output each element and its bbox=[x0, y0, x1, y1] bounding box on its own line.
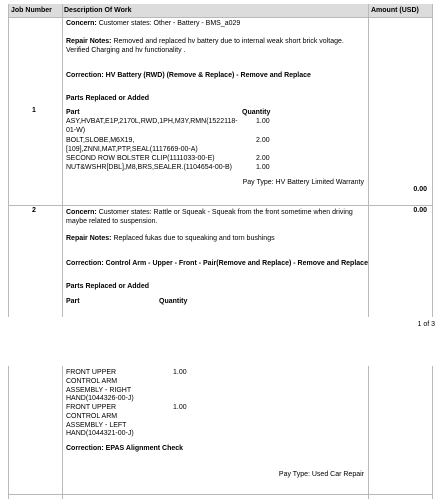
job-number: 2 bbox=[32, 207, 36, 214]
repair-label: Repair Notes: bbox=[66, 38, 112, 45]
part-qty: 1.00 bbox=[173, 369, 187, 376]
column-job-number: Job Number bbox=[11, 7, 52, 14]
invoice-page-2 bbox=[8, 366, 433, 499]
page-number: 1 of 3 bbox=[417, 321, 435, 328]
part-row: ASY,HVBAT,E1P,2170L,RWD,1PH,M3Y,RMN(1522118-01-W) bbox=[66, 118, 238, 134]
part-row: NUT&WSHR[DBL],M8,BRS,SEALER.(1104654-00-B) bbox=[66, 164, 232, 171]
parts-title: Parts Replaced or Added bbox=[66, 95, 149, 102]
column-description: Description Of Work bbox=[64, 7, 132, 14]
part-qty: 1.00 bbox=[256, 164, 270, 171]
part-row: FRONT UPPER CONTROL ARM ASSEMBLY - RIGHT HAND(1044326-00-J) bbox=[66, 369, 134, 403]
repair-text: Replaced fukas due to squeaking and torn bushings bbox=[113, 235, 275, 242]
concern-label: Concern: bbox=[66, 209, 97, 216]
part-qty: 1.00 bbox=[256, 118, 270, 125]
column-amount: Amount (USD) bbox=[371, 7, 419, 14]
repair-text: Removed and replaced hv battery due to internal weak short brick voltage. Verified Charging and hv functionality . bbox=[66, 38, 344, 54]
concern-label: Concern: bbox=[66, 20, 97, 27]
part-column-header: Part bbox=[66, 109, 80, 116]
job-amount: 0.00 bbox=[413, 207, 427, 214]
table-header bbox=[8, 4, 433, 17]
concern-line bbox=[66, 209, 366, 227]
part-qty: 2.00 bbox=[256, 137, 270, 144]
pay-type: Pay Type: Used Car Repair bbox=[278, 471, 364, 478]
repair-notes bbox=[66, 38, 361, 56]
concern-line bbox=[66, 20, 361, 29]
job-number: 1 bbox=[32, 107, 36, 114]
part-row: BOLT,SLOBE,M6X19,[109],ZNNI,MAT,PTP,SEAL(1117669-00-A) bbox=[66, 137, 198, 153]
quantity-column-header: Quantity bbox=[242, 109, 271, 116]
part-row: FRONT UPPER CONTROL ARM ASSEMBLY - LEFT HAND(1044321-00-J) bbox=[66, 404, 134, 438]
part-column-header: Part bbox=[66, 298, 80, 305]
correction-text: Correction: EPAS Alignment Check bbox=[66, 445, 184, 452]
invoice-page-1 bbox=[8, 4, 433, 317]
parts-title: Parts Replaced or Added bbox=[66, 283, 149, 290]
job-amount: 0.00 bbox=[413, 186, 427, 193]
correction-text: Correction: HV Battery (RWD) (Remove & Replace) - Remove and Replace bbox=[66, 72, 311, 79]
part-qty: 1.00 bbox=[173, 404, 187, 411]
concern-text: Customer states: Rattle or Squeak - Squeak from the front sometime when driving maybe related to suspension. bbox=[66, 209, 353, 225]
pay-type: Pay Type: HV Battery Limited Warranty bbox=[242, 179, 364, 186]
repair-label: Repair Notes: bbox=[66, 235, 112, 242]
part-row: SECOND ROW BOLSTER CLIP(1111033-00-E) bbox=[66, 155, 215, 162]
repair-notes bbox=[66, 235, 361, 244]
part-qty: 2.00 bbox=[256, 155, 270, 162]
correction-text: Correction: Control Arm - Upper - Front - Pair(Remove and Replace) - Remove and Replace bbox=[66, 260, 368, 267]
quantity-column-header: Quantity bbox=[159, 298, 188, 305]
concern-text: Customer states: Other - Battery - BMS_a029 bbox=[98, 20, 241, 27]
